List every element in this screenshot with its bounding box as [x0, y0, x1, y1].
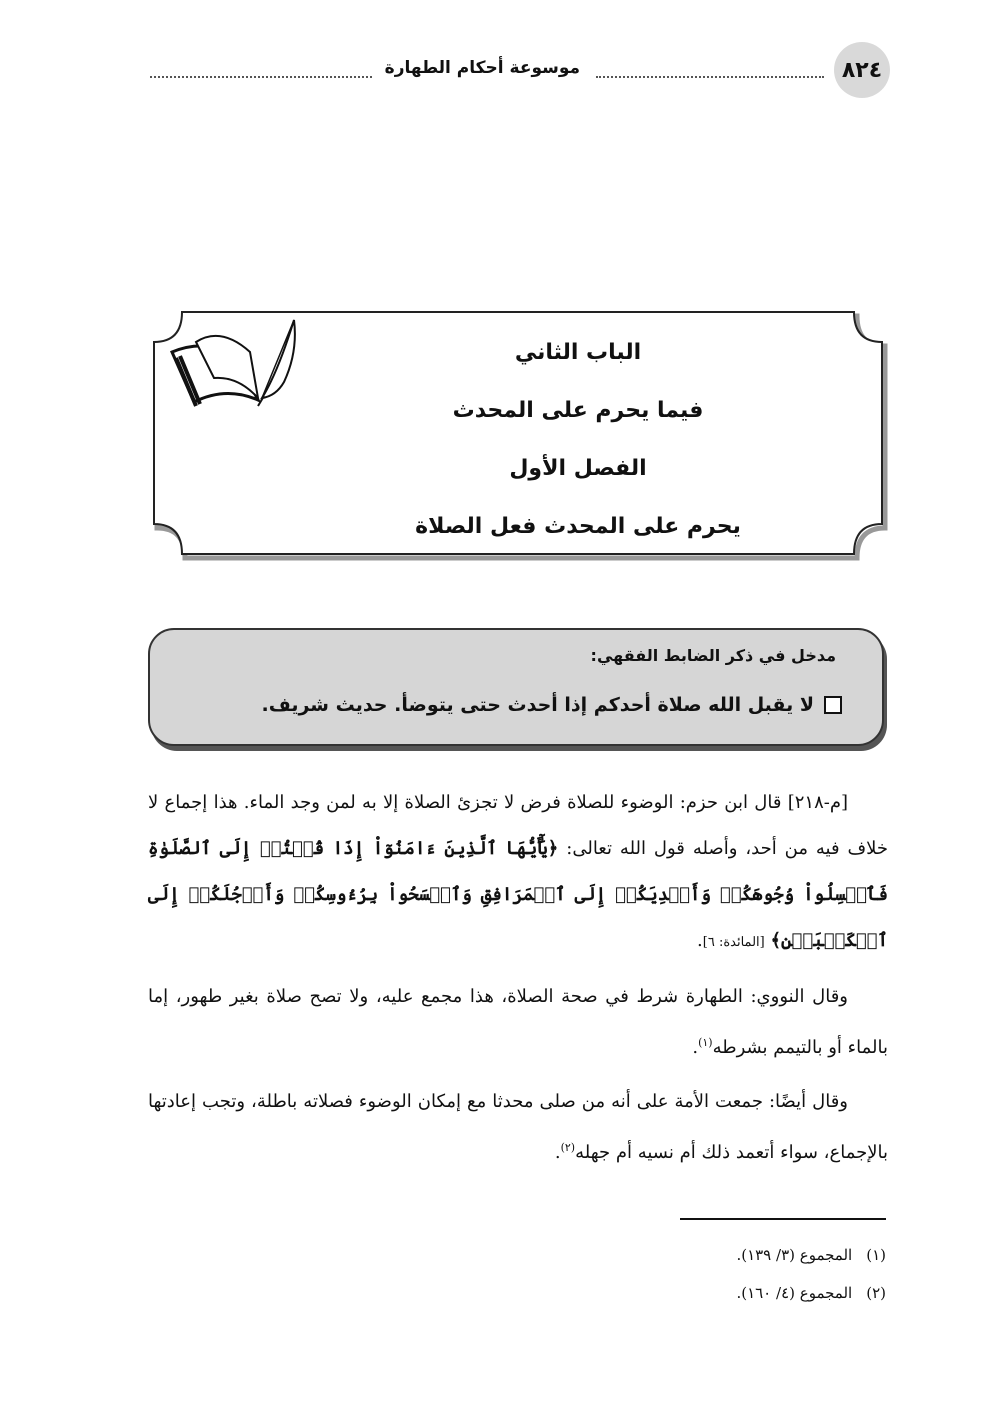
rule-text: لا يقبل الله صلاة أحدكم إذا أحدث حتى يتوضأ. حديث شريف. [261, 694, 814, 716]
footnote [386, 1236, 886, 1274]
part-subject: فيما يحرم على المحدث [452, 398, 704, 423]
section-title: الفصل الأول [509, 456, 647, 481]
section-subject: يحرم على المحدث فعل الصلاة [415, 514, 741, 539]
paragraph [148, 974, 888, 1071]
page-number: ٨٢٤ [834, 42, 890, 98]
page-header [140, 42, 890, 102]
footnote-marker: (١) [698, 1036, 713, 1049]
quran-verse: ﴿يَٰٓأَيُّهَا ٱلَّذِينَ ءَامَنُوٓاْ إِذَا قُمۡتُمۡ إِلَى ٱلصَّلَوٰةِ فَٱغۡسِلُواْ وُجُوهَكُمۡ وَأَيۡدِيَكُمۡ إِلَى ٱلۡمَرَافِقِ وَٱمۡسَحُواْ بِرُءُوسِكُمۡ وَأَرۡجُلَكُمۡ إِلَى ٱلۡكَعۡبَيۡنِ﴾ [148, 838, 888, 951]
footnote-marker: (٢) [560, 1141, 576, 1154]
paragraph-text: وقال النووي: الطهارة شرط في صحة الصلاة، هذا مجمع عليه، ولا تصح صلاة بغير طهور، إما بالماء أو بالتيمم بشرطه [148, 986, 888, 1058]
footnotes [386, 1236, 886, 1312]
rule-box [148, 628, 884, 746]
paragraph-end: . [697, 930, 703, 951]
verse-reference: [المائدة: ٦] [702, 935, 765, 950]
footnote-number: (٢) [866, 1284, 886, 1302]
paragraph [148, 1079, 888, 1176]
paragraph-end: . [554, 1142, 561, 1163]
paragraph-text: وقال أيضًا: جمعت الأمة على أنه من صلى محدثا مع إمكان الوضوء فصلاته باطلة، وتجب إعادتها بالإجماع، سواء أتعمد ذلك أم نسيه أم جهله [148, 1091, 888, 1163]
header-dots [150, 76, 372, 78]
footnote-number: (١) [866, 1246, 886, 1264]
rule-line [261, 694, 842, 716]
footnote-separator [680, 1218, 886, 1220]
chapter-title-frame [148, 302, 888, 564]
paragraph-text: [م-٢١٨] قال ابن حزم: الوضوء للصلاة فرض لا تجزئ الصلاة إلا به لمن وجد الماء. هذا إجماع لا خلاف فيه من أحد، وأصله قول الله تعالى: [148, 792, 888, 859]
part-title: الباب الثاني [514, 340, 642, 365]
paragraph-end: . [692, 1037, 699, 1058]
footnote [386, 1274, 886, 1312]
body-text [148, 780, 888, 1176]
footnote-text: المجموع (٣/ ١٣٩). [736, 1246, 853, 1264]
header-dots [596, 76, 824, 78]
rule-box-title: مدخل في ذكر الضابط الفقهي: [590, 646, 836, 665]
footnote-text: المجموع (٤/ ١٦٠). [736, 1284, 853, 1302]
checkbox-icon [824, 696, 842, 714]
paragraph [148, 780, 888, 966]
running-title: موسوعة أحكام الطهارة [384, 58, 580, 78]
